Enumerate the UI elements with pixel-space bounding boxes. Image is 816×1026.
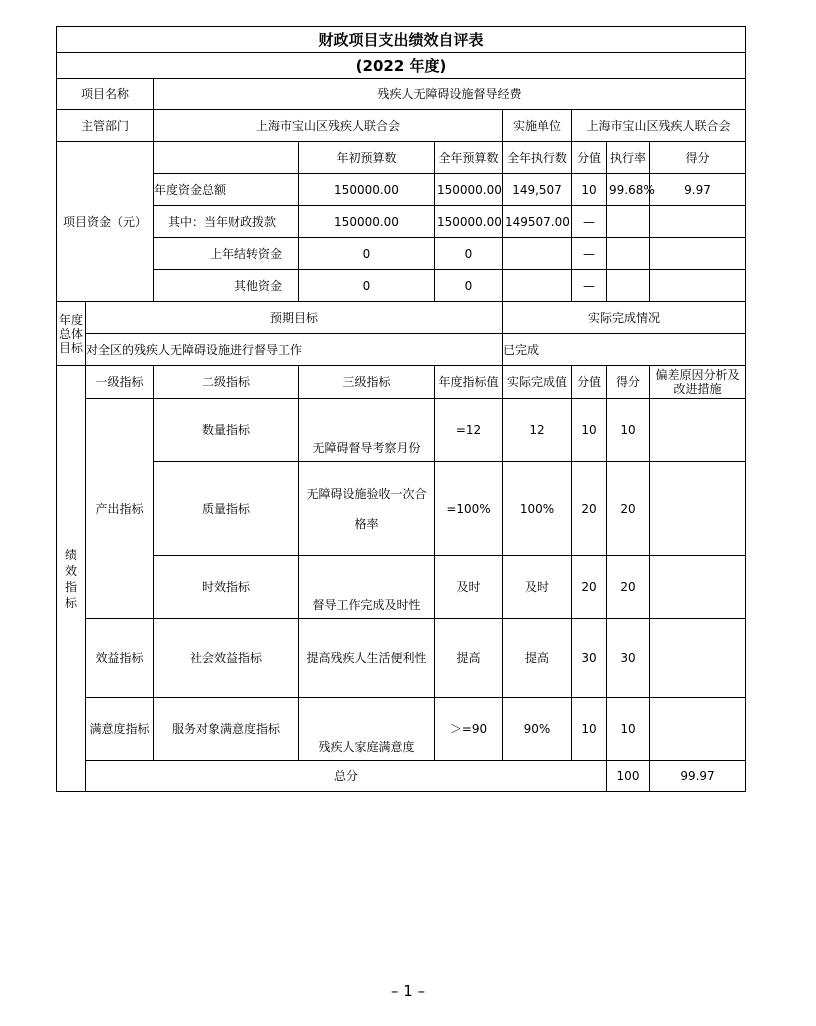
funds-header: 全年执行数 <box>503 142 572 174</box>
goals-actual: 已完成 <box>503 334 746 366</box>
indicator-score-value: 10 <box>572 399 607 462</box>
indicator-level3: 提高残疾人生活便利性 <box>299 619 435 698</box>
dept-label: 主管部门 <box>57 110 154 142</box>
goals-label: 年度总体目标 <box>57 302 86 366</box>
funds-cell <box>607 206 650 238</box>
funds-cell: 99.68% <box>607 174 650 206</box>
funds-header: 全年预算数 <box>435 142 503 174</box>
indicator-note <box>650 619 746 698</box>
funds-cell <box>503 238 572 270</box>
funds-header: 年初预算数 <box>299 142 435 174</box>
indicator-header: 二级指标 <box>154 366 299 399</box>
impl-unit-label: 实施单位 <box>503 110 572 142</box>
funds-row-label: 其他资金 <box>154 270 299 302</box>
funds-cell: — <box>572 206 607 238</box>
indicator-target: 及时 <box>435 556 503 619</box>
indicator-level1: 满意度指标 <box>86 698 154 761</box>
goals-expected: 对全区的残疾人无障碍设施进行督导工作 <box>86 334 503 366</box>
indicator-note <box>650 399 746 462</box>
indicator-score: 10 <box>607 698 650 761</box>
funds-cell: 10 <box>572 174 607 206</box>
indicator-note <box>650 556 746 619</box>
funds-cell <box>607 238 650 270</box>
indicator-level3: 无障碍设施验收一次合格率 <box>299 462 435 556</box>
indicator-score-value: 10 <box>572 698 607 761</box>
performance-evaluation-table <box>56 26 746 792</box>
impl-unit-value: 上海市宝山区残疾人联合会 <box>572 110 746 142</box>
indicator-header: 年度指标值 <box>435 366 503 399</box>
indicator-level1: 产出指标 <box>86 399 154 619</box>
indicator-score-value: 20 <box>572 556 607 619</box>
funds-cell: 150000.00 <box>299 174 435 206</box>
indicator-score: 10 <box>607 399 650 462</box>
goals-actual-header: 实际完成情况 <box>503 302 746 334</box>
indicator-level2: 时效指标 <box>154 556 299 619</box>
indicator-level2: 质量指标 <box>154 462 299 556</box>
indicator-level3: 督导工作完成及时性 <box>299 556 435 619</box>
indicator-header: 一级指标 <box>86 366 154 399</box>
funds-cell: 0 <box>435 238 503 270</box>
indicator-target: ＞=90 <box>435 698 503 761</box>
indicator-score: 30 <box>607 619 650 698</box>
funds-cell: 0 <box>299 238 435 270</box>
funds-cell <box>607 270 650 302</box>
indicator-score: 20 <box>607 462 650 556</box>
funds-cell: — <box>572 270 607 302</box>
project-name-label: 项目名称 <box>57 79 154 110</box>
indicator-level1: 效益指标 <box>86 619 154 698</box>
funds-cell: 150000.00 <box>435 206 503 238</box>
indicator-actual: 100% <box>503 462 572 556</box>
indicator-level2: 数量指标 <box>154 399 299 462</box>
total-score: 99.97 <box>650 761 746 792</box>
funds-cell: 150000.00 <box>435 174 503 206</box>
indicator-level3: 无障碍督导考察月份 <box>299 399 435 462</box>
funds-header: 得分 <box>650 142 746 174</box>
dept-value: 上海市宝山区残疾人联合会 <box>154 110 503 142</box>
indicator-header: 三级指标 <box>299 366 435 399</box>
funds-cell <box>650 238 746 270</box>
funds-cell <box>650 270 746 302</box>
indicator-target: =100% <box>435 462 503 556</box>
indicator-actual: 及时 <box>503 556 572 619</box>
funds-cell: 9.97 <box>650 174 746 206</box>
total-label: 总分 <box>86 761 607 792</box>
indicator-header: 分值 <box>572 366 607 399</box>
indicator-note <box>650 698 746 761</box>
indicator-actual: 90% <box>503 698 572 761</box>
funds-cell: 149507.00 <box>503 206 572 238</box>
funds-header-blank <box>154 142 299 174</box>
indicator-score-value: 20 <box>572 462 607 556</box>
funds-header: 分值 <box>572 142 607 174</box>
table-title: 财政项目支出绩效自评表 <box>57 27 746 53</box>
indicator-note <box>650 462 746 556</box>
project-name-value: 残疾人无障碍设施督导经费 <box>154 79 746 110</box>
funds-cell: 150000.00 <box>299 206 435 238</box>
indicator-header: 偏差原因分析及改进措施 <box>650 366 746 399</box>
funds-label: 项目资金（元） <box>57 142 154 302</box>
funds-cell: 0 <box>299 270 435 302</box>
indicator-score: 20 <box>607 556 650 619</box>
funds-cell: — <box>572 238 607 270</box>
indicator-level3: 残疾人家庭满意度 <box>299 698 435 761</box>
page-number: – 1 – <box>390 982 426 1000</box>
funds-header: 执行率 <box>607 142 650 174</box>
funds-row-label: 上年结转资金 <box>154 238 299 270</box>
indicator-level2: 服务对象满意度指标 <box>154 698 299 761</box>
table-year: (2022 年度) <box>57 53 746 79</box>
funds-cell: 0 <box>435 270 503 302</box>
funds-row-label: 年度资金总额 <box>154 174 299 206</box>
indicators-label: 绩效指标 <box>57 366 86 792</box>
indicator-actual: 提高 <box>503 619 572 698</box>
indicator-actual: 12 <box>503 399 572 462</box>
indicator-header: 得分 <box>607 366 650 399</box>
funds-cell: 149,507 <box>503 174 572 206</box>
indicator-score-value: 30 <box>572 619 607 698</box>
indicator-target: =12 <box>435 399 503 462</box>
indicator-level2: 社会效益指标 <box>154 619 299 698</box>
total-score-value: 100 <box>607 761 650 792</box>
goals-expected-header: 预期目标 <box>86 302 503 334</box>
indicator-header: 实际完成值 <box>503 366 572 399</box>
funds-cell <box>503 270 572 302</box>
funds-cell <box>650 206 746 238</box>
indicator-target: 提高 <box>435 619 503 698</box>
funds-row-label: 其中：当年财政拨款 <box>154 206 299 238</box>
